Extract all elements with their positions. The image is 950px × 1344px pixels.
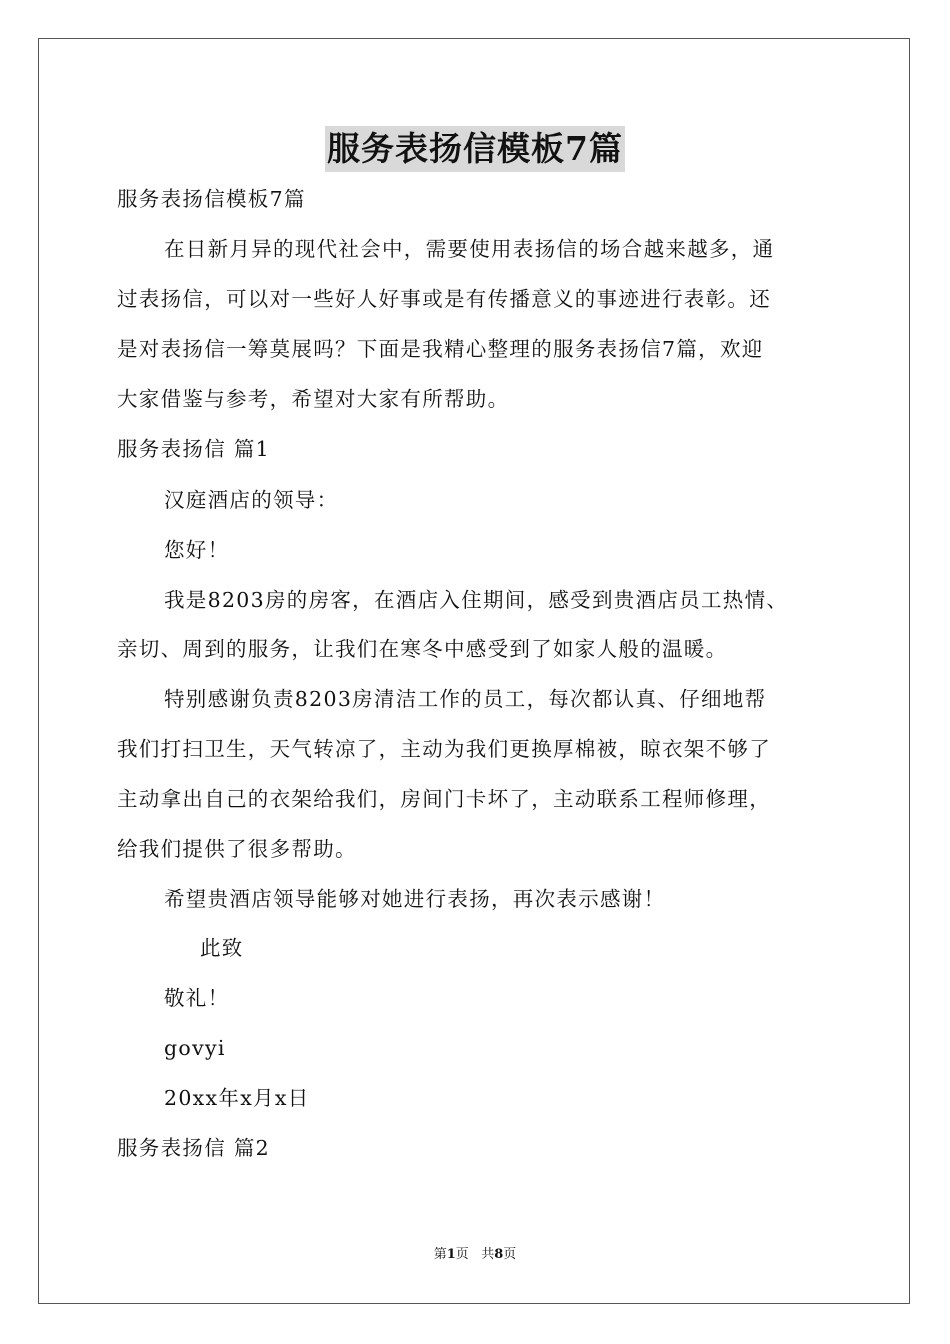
body-paragraph-line: 特别感谢负责8203房清洁工作的员工，每次都认真、仔细地帮	[164, 687, 767, 711]
intro-paragraph-line: 是对表扬信一筹莫展吗？下面是我精心整理的服务表扬信7篇，欢迎	[117, 337, 764, 361]
body-paragraph-line: 亲切、周到的服务，让我们在寒冬中感受到了如家人般的温暖。	[117, 637, 728, 661]
signature-name: govyi	[164, 1036, 226, 1060]
salutation: 汉庭酒店的领导：	[164, 488, 339, 512]
greeting: 您好！	[164, 538, 230, 562]
signature-date: 20xx年x月x日	[164, 1086, 310, 1110]
intro-paragraph-line: 过表扬信，可以对一些好人好事或是有传播意义的事迹进行表彰。还	[117, 287, 771, 311]
body-paragraph-line: 主动拿出自己的衣架给我们，房间门卡坏了，主动联系工程师修理，	[117, 787, 771, 811]
closing-salute: 敬礼！	[164, 986, 230, 1010]
intro-paragraph-line: 在日新月异的现代社会中，需要使用表扬信的场合越来越多，通	[164, 237, 775, 261]
closing-phrase: 此致	[200, 936, 244, 960]
page-border	[38, 38, 910, 1304]
intro-paragraph-line: 大家借鉴与参考，希望对大家有所帮助。	[117, 387, 510, 411]
subtitle-line: 服务表扬信模板7篇	[117, 187, 306, 211]
title-container	[0, 126, 950, 172]
body-paragraph-line: 我们打扫卫生，天气转凉了，主动为我们更换厚棉被，晾衣架不够了	[117, 737, 771, 761]
section-heading: 服务表扬信 篇2	[117, 1136, 270, 1160]
footer-suffix: 页	[503, 1247, 517, 1262]
body-paragraph-line: 我是8203房的房客，在酒店入住期间，感受到贵酒店员工热情、	[164, 588, 789, 612]
section-heading: 服务表扬信 篇1	[117, 437, 270, 461]
footer-prefix: 第	[433, 1247, 447, 1262]
body-paragraph-line: 希望贵酒店领导能够对她进行表扬，再次表示感谢！	[164, 887, 666, 911]
total-page-count: 8	[494, 1247, 504, 1262]
footer-mid: 页 共	[455, 1247, 495, 1262]
current-page-number: 1	[446, 1247, 456, 1262]
document-title: 服务表扬信模板7篇	[325, 126, 625, 172]
body-paragraph-line: 给我们提供了很多帮助。	[117, 837, 357, 861]
page-footer	[0, 1246, 950, 1264]
